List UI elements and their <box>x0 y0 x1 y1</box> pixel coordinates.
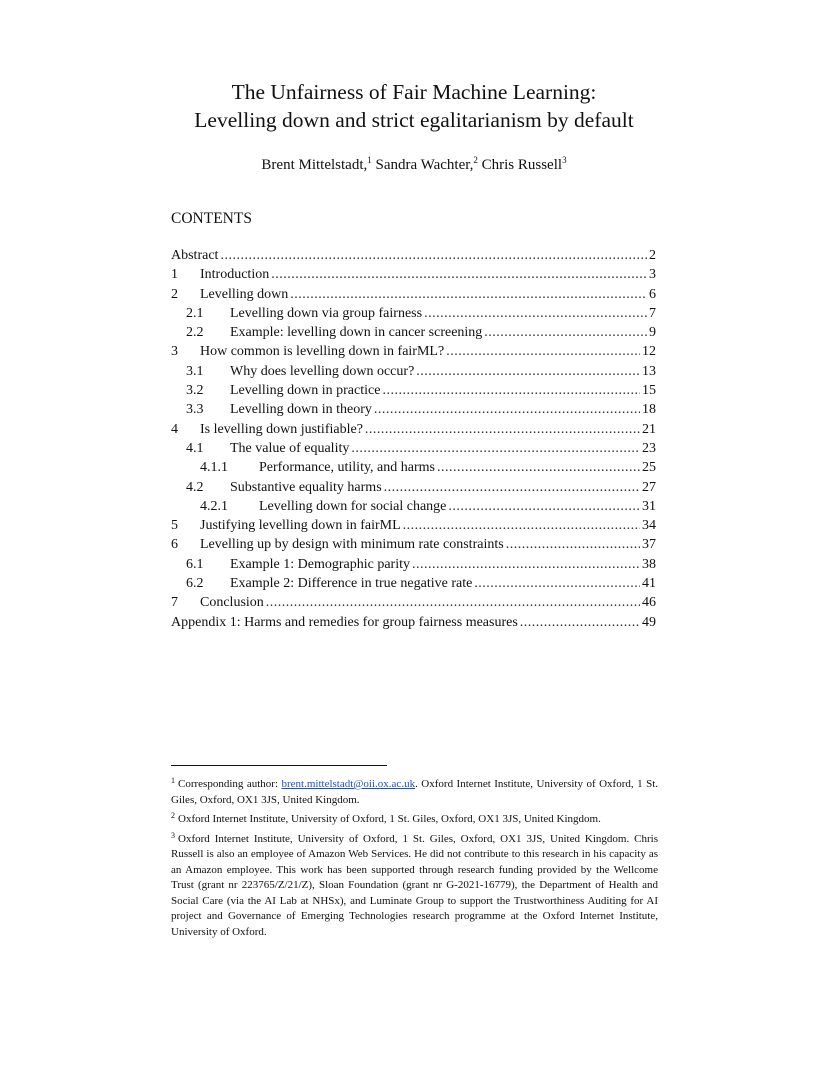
contents-heading: CONTENTS <box>171 210 252 227</box>
toc-dot-leader <box>448 497 640 516</box>
toc-entry-title: How common is levelling down in fairML? <box>200 344 445 360</box>
footnote-2-mark: 2 <box>171 811 175 820</box>
footnote-3-mark: 3 <box>171 830 175 840</box>
toc-entry-page: 15 <box>642 383 656 399</box>
toc-dot-leader <box>351 439 640 458</box>
toc-entry[interactable] <box>171 478 656 497</box>
title-line-1: The Unfairness of Fair Machine Learning: <box>231 80 597 104</box>
paper-title <box>0 78 828 134</box>
toc-entry-title: Levelling up by design with minimum rate constraints <box>200 537 504 553</box>
toc-entry[interactable] <box>171 593 656 612</box>
toc-entry[interactable] <box>171 400 656 419</box>
toc-entry[interactable] <box>171 535 656 554</box>
toc-entry-title: Why does levelling down occur? <box>230 363 415 379</box>
toc-entry-number: 4.1.1 <box>200 460 228 476</box>
toc-entry-number: 2.2 <box>186 325 204 341</box>
toc-entry-title: Example: levelling down in cancer screening <box>230 325 483 341</box>
toc-entry-number: 2.1 <box>186 305 204 321</box>
toc-entry-title: Justifying levelling down in fairML <box>200 518 401 534</box>
toc-dot-leader <box>384 478 640 497</box>
toc-entry[interactable] <box>171 574 656 593</box>
footnote-divider <box>171 765 387 766</box>
toc-entry-title: Performance, utility, and harms <box>259 460 435 476</box>
title-line-2: Levelling down and strict egalitarianism by default <box>194 108 634 132</box>
toc-entry-title: Levelling down via group fairness <box>230 305 423 321</box>
toc-entry-title: Levelling down in practice <box>230 383 381 399</box>
toc-entry-title: The value of equality <box>230 440 350 456</box>
toc-entry-page: 2 <box>649 248 656 263</box>
toc-dot-leader <box>220 246 647 265</box>
footnote-mark[interactable]: 2 <box>473 155 478 165</box>
toc-entry-number: 3.3 <box>186 402 204 418</box>
toc-entry-page: 46 <box>642 595 656 611</box>
footnotes <box>171 773 658 940</box>
toc-entry-number: 4.1 <box>186 440 204 456</box>
toc-entry[interactable] <box>171 497 656 516</box>
toc-dot-leader <box>506 535 640 554</box>
toc-entry-page: 12 <box>642 344 656 360</box>
toc-entry-page: 41 <box>642 576 656 592</box>
corresponding-email-link[interactable]: brent.mittelstadt@oii.ox.ac.uk <box>281 778 416 790</box>
toc-entry-page: 3 <box>649 267 656 283</box>
toc-dot-leader <box>446 342 640 361</box>
toc-entry[interactable] <box>171 362 656 381</box>
toc-entry-number: 2 <box>171 286 178 302</box>
toc-entry-page: 27 <box>642 479 656 495</box>
footnote-1 <box>171 773 658 808</box>
toc-entry-number: 4.2 <box>186 479 204 495</box>
toc-entry-page: 7 <box>649 305 656 321</box>
toc-entry-number: 6.1 <box>186 556 204 572</box>
toc-entry-title: Levelling down <box>200 286 289 302</box>
toc-entry-page: 38 <box>642 556 656 572</box>
toc-entry-number: 6 <box>171 537 178 553</box>
toc-dot-leader <box>424 304 647 323</box>
toc-entry[interactable] <box>171 420 656 439</box>
toc-entry[interactable] <box>171 439 656 458</box>
toc-entry[interactable] <box>171 342 656 361</box>
author-name: Chris Russell <box>481 157 563 173</box>
toc-entry-title: Levelling down in theory <box>230 402 372 418</box>
toc-entry-title: Substantive equality harms <box>230 479 382 495</box>
toc-dot-leader <box>266 593 640 612</box>
toc-entry-page: 13 <box>642 363 656 379</box>
toc-dot-leader <box>382 381 640 400</box>
toc-entry-title: Introduction <box>200 267 270 283</box>
toc-dot-leader <box>437 458 640 477</box>
toc-dot-leader <box>520 613 640 632</box>
toc-entry[interactable] <box>171 613 656 632</box>
toc-entry-title: Appendix 1: Harms and remedies for group fairness measures <box>171 614 518 630</box>
footnote-3 <box>171 828 658 941</box>
footnote-1-text-before: Corresponding author: <box>178 778 282 790</box>
toc-entry-number: 3.2 <box>186 383 204 399</box>
footnote-1-mark: 1 <box>171 776 175 785</box>
toc-entry-page: 31 <box>642 498 656 514</box>
toc-entry[interactable] <box>171 555 656 574</box>
toc-entry-page: 9 <box>649 325 656 341</box>
toc-entry[interactable] <box>171 516 656 535</box>
footnote-1-text-after: . Oxford Internet Institute, University of Oxford, 1 St. Giles, Oxford, OX1 3JS, United Kingdom. <box>171 778 658 806</box>
toc-dot-leader <box>374 400 640 419</box>
table-of-contents <box>171 246 656 632</box>
toc-entry-page: 34 <box>642 518 656 534</box>
toc-entry[interactable] <box>171 323 656 342</box>
toc-entry-page: 23 <box>642 440 656 456</box>
toc-entry[interactable] <box>171 246 656 265</box>
toc-dot-leader <box>365 420 640 439</box>
toc-entry[interactable] <box>171 381 656 400</box>
toc-entry-page: 37 <box>642 537 656 553</box>
toc-dot-leader <box>271 265 647 284</box>
footnote-2 <box>171 808 658 828</box>
toc-entry-number: 3 <box>171 344 178 360</box>
toc-entry-page: 25 <box>642 460 656 476</box>
toc-dot-leader <box>412 555 640 574</box>
toc-entry-page: 6 <box>649 286 656 302</box>
toc-dot-leader <box>290 285 647 304</box>
footnote-3-text: Oxford Internet Institute, University of Oxford, 1 St. Giles, Oxford, OX1 3JS, United Kingdom. Chris Russell is also an employee of Amazon Web Services. He did not contribute to this research in his capacity as an Amazon employee. This work has been supported through research funding provided by the Wellcome Trust (grant nr 223765/Z/21/Z), Sloan Foundation (grant nr G-2021-16779), the Department of Health and Social Care (via the AI Lab at NHSx), and Luminate Group to support the Trustworthiness Auditing for AI project and Governance of Emerging Technologies research programme at the Oxford Internet Institute, University of Oxford. <box>171 832 658 938</box>
toc-entry-page: 49 <box>642 614 656 630</box>
toc-entry-number: 4 <box>171 421 178 437</box>
toc-entry-title: Is levelling down justifiable? <box>200 421 363 437</box>
footnote-2-text: Oxford Internet Institute, University of Oxford, 1 St. Giles, Oxford, OX1 3JS, United Kingdom. <box>178 813 601 825</box>
toc-entry-number: 3.1 <box>186 363 204 379</box>
toc-entry-title: Example 1: Demographic parity <box>230 556 410 572</box>
toc-entry-number: 6.2 <box>186 576 204 592</box>
toc-dot-leader <box>484 323 647 342</box>
toc-entry[interactable] <box>171 304 656 323</box>
footnote-mark[interactable]: 3 <box>562 155 567 165</box>
toc-entry-title: Abstract <box>171 248 219 263</box>
toc-entry-title: Conclusion <box>200 595 264 611</box>
author-name: Brent Mittelstadt, <box>261 157 368 173</box>
toc-entry-title: Levelling down for social change <box>259 498 447 514</box>
toc-dot-leader <box>416 362 640 381</box>
toc-entry-number: 5 <box>171 518 178 534</box>
footnote-mark[interactable]: 1 <box>367 155 372 165</box>
toc-entry-number: 7 <box>171 595 178 611</box>
toc-entry[interactable] <box>171 285 656 304</box>
toc-entry-number: 4.2.1 <box>200 498 228 514</box>
author-name: Sandra Wachter, <box>375 157 474 173</box>
author-list <box>0 150 828 175</box>
toc-entry[interactable] <box>171 458 656 477</box>
toc-entry-page: 18 <box>642 402 656 418</box>
toc-dot-leader <box>474 574 640 593</box>
toc-entry-number: 1 <box>171 267 178 283</box>
toc-entry[interactable] <box>171 265 656 284</box>
toc-entry-title: Example 2: Difference in true negative rate <box>230 576 473 592</box>
toc-entry-page: 21 <box>642 421 656 437</box>
toc-dot-leader <box>403 516 640 535</box>
